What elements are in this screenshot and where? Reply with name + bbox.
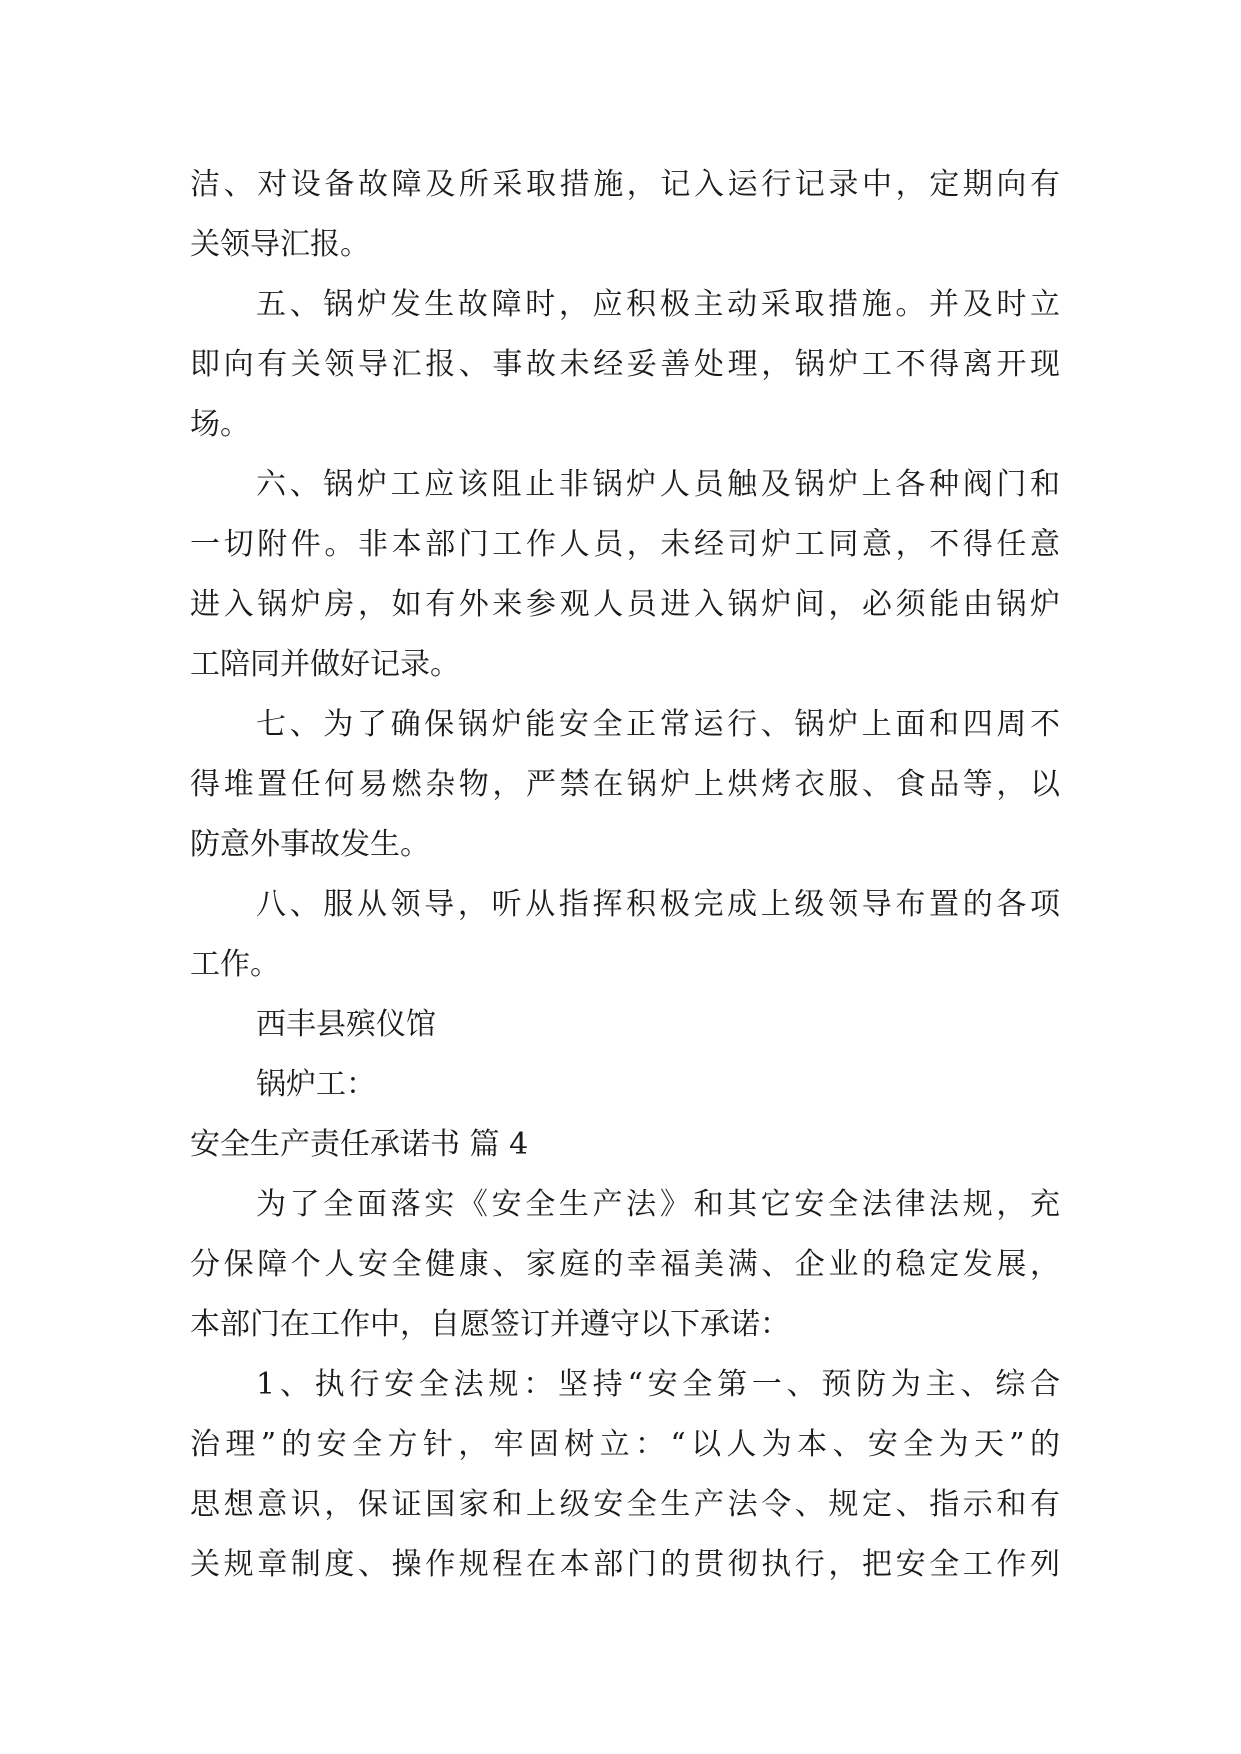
signature-role: 锅炉工： [256, 1067, 376, 1102]
paragraph-line: 思想意识，保证国家和上级安全生产法令、规定、指示和有 [190, 1487, 1060, 1522]
paragraph-line: 为了全面落实《安全生产法》和其它安全法律法规，充 [256, 1187, 1060, 1222]
paragraph-line: 工陪同并做好记录。 [190, 647, 460, 682]
paragraph-line: 防意外事故发生。 [190, 827, 430, 862]
paragraph-line: 八、服从领导，听从指挥积极完成上级领导布置的各项 [256, 887, 1060, 922]
signature-organization: 西丰县殡仪馆 [256, 1007, 436, 1042]
section-heading: 安全生产责任承诺书 篇 4 [190, 1127, 529, 1162]
paragraph-line: 即向有关领导汇报、事故未经妥善处理，锅炉工不得离开现 [190, 347, 1060, 382]
paragraph-line: 场。 [190, 407, 250, 442]
paragraph-line: 五、锅炉发生故障时，应积极主动采取措施。并及时立 [256, 287, 1060, 322]
paragraph-line: 分保障个人安全健康、家庭的幸福美满、企业的稳定发展， [190, 1247, 1060, 1282]
paragraph-line: 六、锅炉工应该阻止非锅炉人员触及锅炉上各种阀门和 [256, 467, 1060, 502]
paragraph-line: 得堆置任何易燃杂物，严禁在锅炉上烘烤衣服、食品等，以 [190, 767, 1060, 802]
paragraph-line: 洁、对设备故障及所采取措施，记入运行记录中，定期向有 [190, 167, 1060, 202]
paragraph-line: 工作。 [190, 947, 280, 982]
paragraph-line: 治理”的安全方针，牢固树立：“以人为本、安全为天”的 [190, 1427, 1060, 1462]
document-page [190, 155, 1060, 1595]
paragraph-line: 关领导汇报。 [190, 227, 370, 262]
paragraph-line: 一切附件。非本部门工作人员，未经司炉工同意，不得任意 [190, 527, 1060, 562]
paragraph-line: 关规章制度、操作规程在本部门的贯彻执行，把安全工作列 [190, 1547, 1060, 1582]
paragraph-line: 1、执行安全法规：坚持“安全第一、预防为主、综合 [256, 1367, 1060, 1402]
paragraph-line: 本部门在工作中，自愿签订并遵守以下承诺： [190, 1307, 790, 1342]
paragraph-line: 进入锅炉房，如有外来参观人员进入锅炉间，必须能由锅炉 [190, 587, 1060, 622]
paragraph-line: 七、为了确保锅炉能安全正常运行、锅炉上面和四周不 [256, 707, 1060, 742]
